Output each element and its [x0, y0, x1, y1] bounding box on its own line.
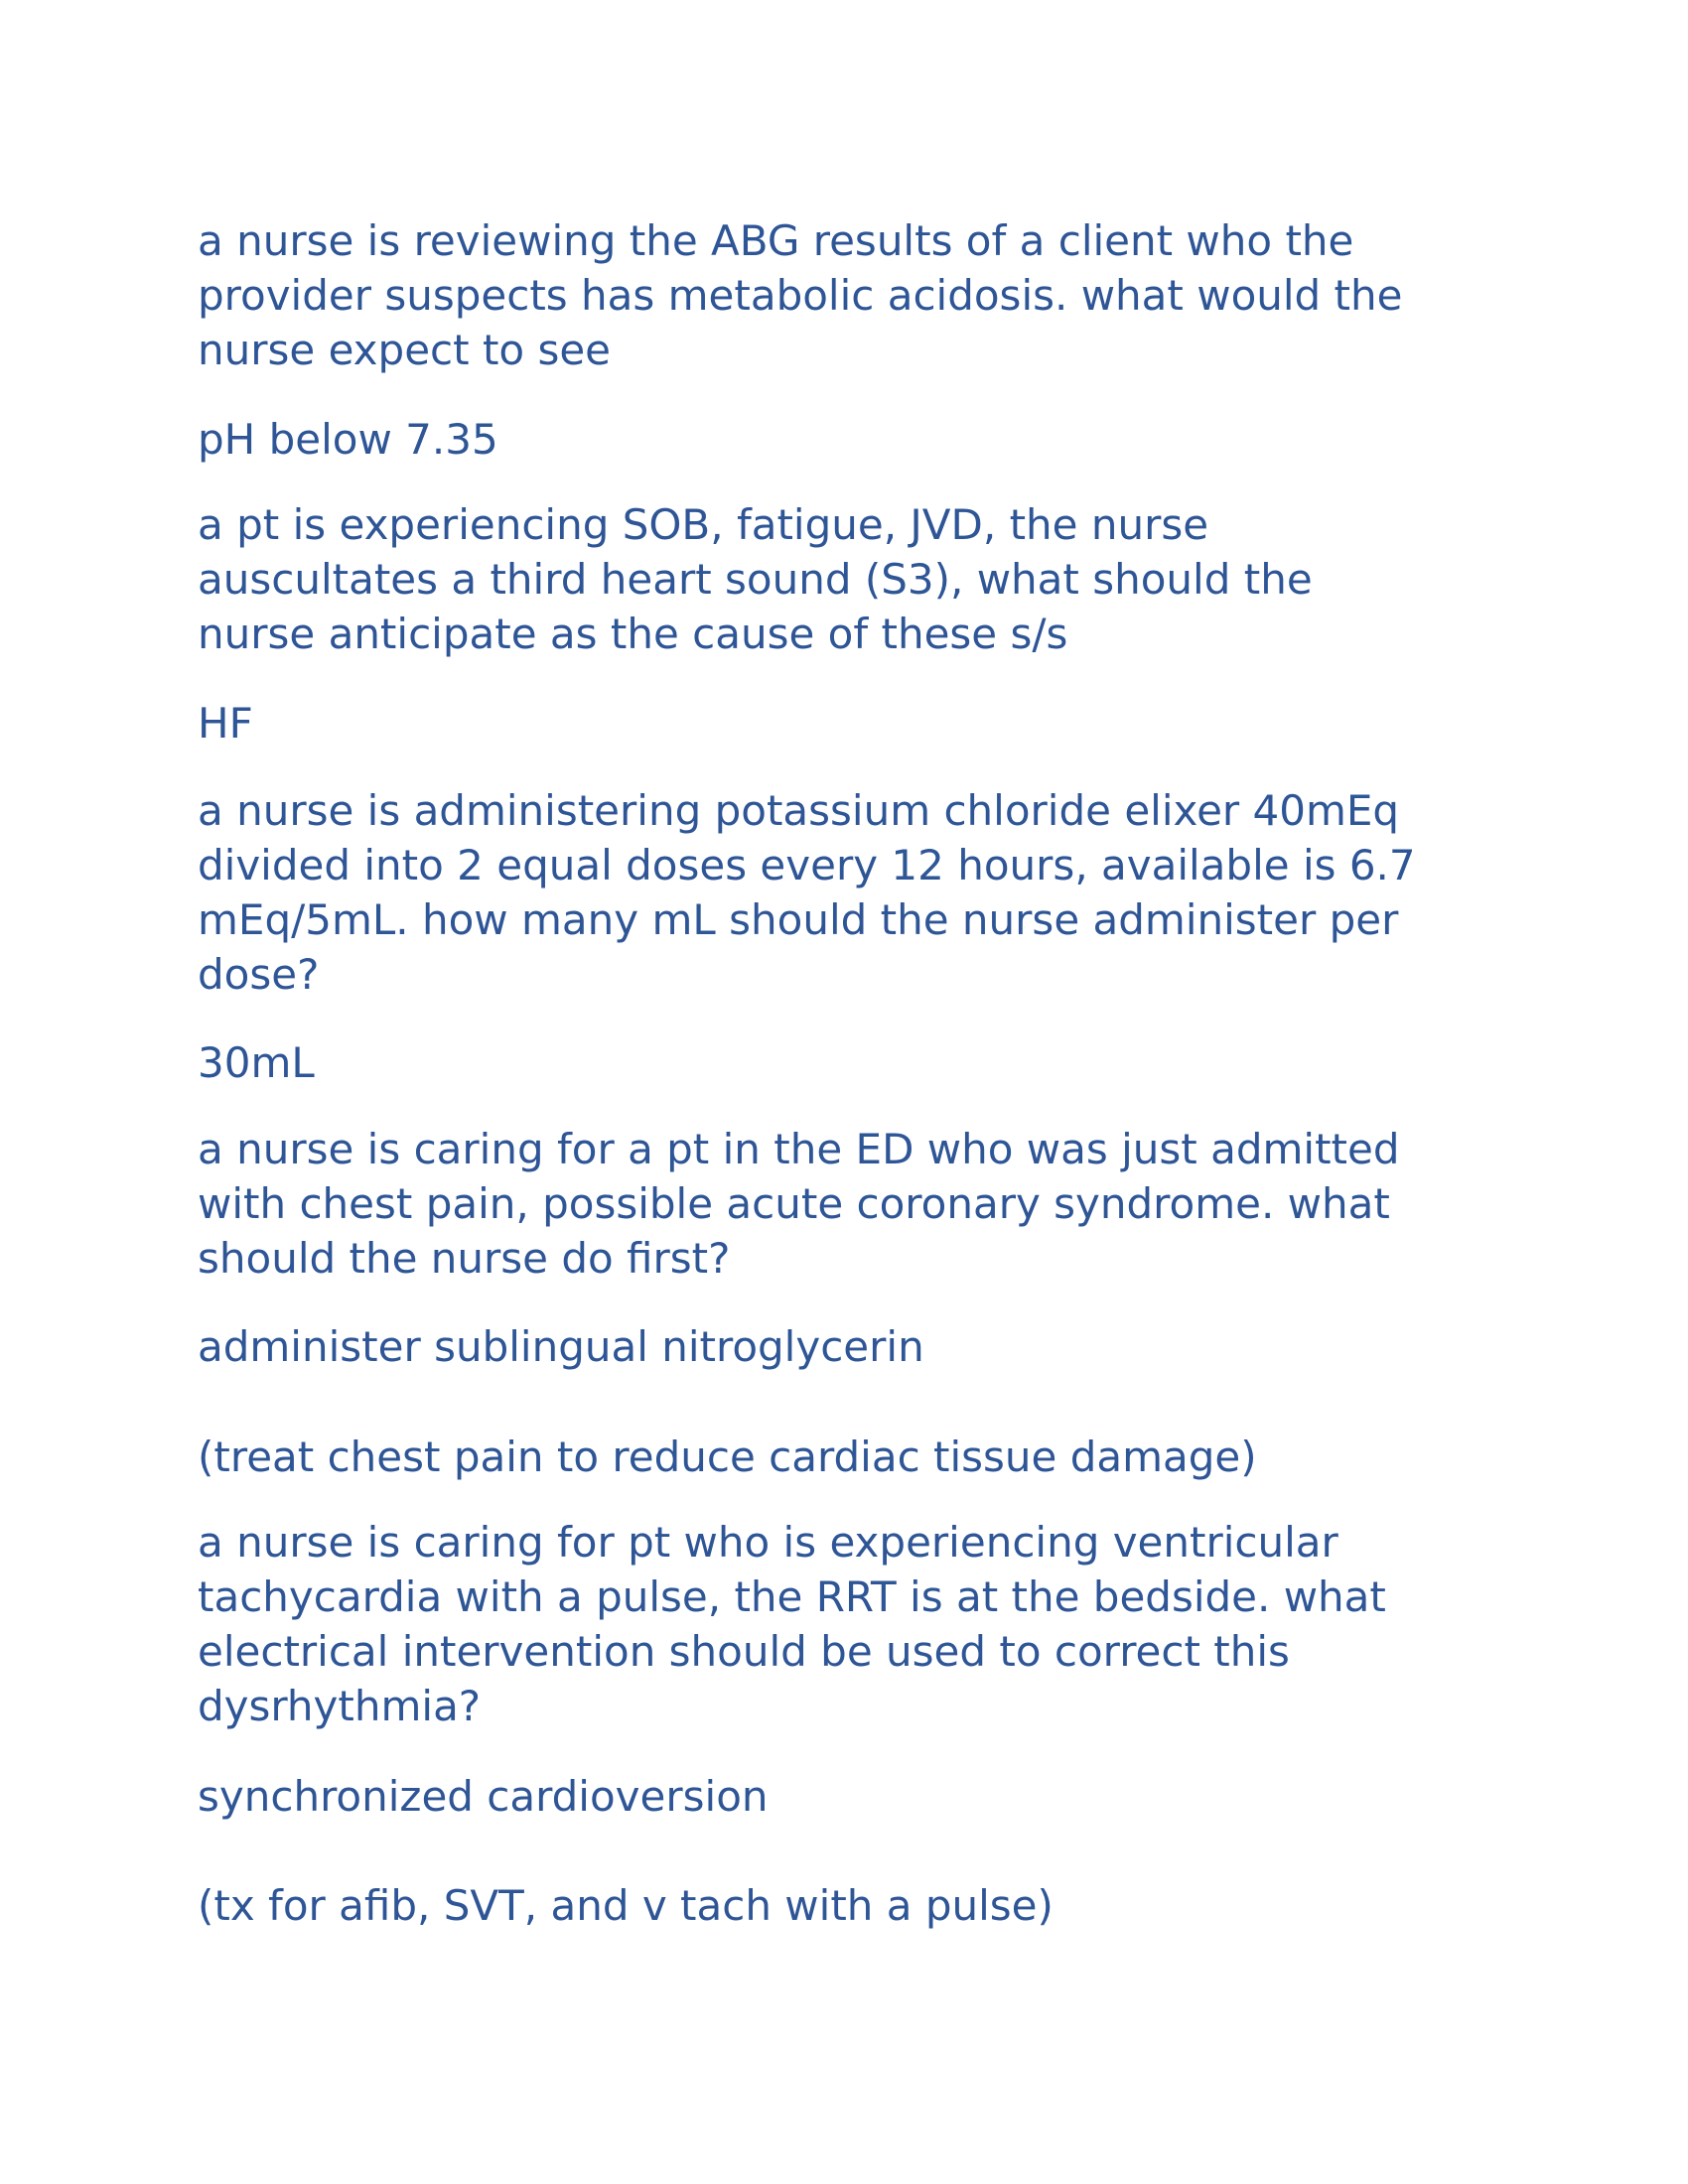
question-3	[198, 783, 1416, 1002]
question-2	[198, 497, 1313, 661]
question-4	[198, 1122, 1400, 1286]
question-line: nurse anticipate as the cause of these s/s	[198, 610, 1068, 658]
answer-5-note: (tx for afib, SVT, and v tach with a pulse)	[198, 1881, 1054, 1930]
question-line: dose?	[198, 950, 320, 999]
answer-4-note: (treat chest pain to reduce cardiac tissue damage)	[198, 1433, 1257, 1481]
answer-1: pH below 7.35	[198, 415, 498, 464]
question-line: electrical intervention should be used to correct this	[198, 1627, 1290, 1676]
question-line: mEq/5mL. how many mL should the nurse administer per	[198, 895, 1399, 944]
question-line: tachycardia with a pulse, the RRT is at the bedside. what	[198, 1572, 1386, 1621]
question-line: a nurse is administering potassium chloride elixer 40mEq	[198, 786, 1400, 835]
question-line: provider suspects has metabolic acidosis. what would the	[198, 271, 1403, 320]
answer-5: synchronized cardioversion	[198, 1772, 769, 1821]
question-line: should the nurse do first?	[198, 1234, 731, 1283]
answer-2: HF	[198, 699, 253, 748]
question-line: a pt is experiencing SOB, fatigue, JVD, the nurse	[198, 500, 1209, 549]
question-line: divided into 2 equal doses every 12 hours, available is 6.7	[198, 841, 1416, 889]
answer-4: administer sublingual nitroglycerin	[198, 1322, 924, 1371]
question-line: auscultates a third heart sound (S3), what should the	[198, 555, 1313, 604]
question-5	[198, 1515, 1386, 1733]
question-line: dysrhythmia?	[198, 1682, 482, 1730]
question-line: a nurse is reviewing the ABG results of a client who the	[198, 216, 1354, 265]
question-line: a nurse is caring for pt who is experiencing ventricular	[198, 1518, 1338, 1567]
question-1	[198, 213, 1403, 377]
question-line: a nurse is caring for a pt in the ED who was just admitted	[198, 1125, 1400, 1173]
question-line: with chest pain, possible acute coronary syndrome. what	[198, 1179, 1390, 1228]
question-line: nurse expect to see	[198, 326, 612, 374]
answer-3: 30mL	[198, 1038, 315, 1087]
